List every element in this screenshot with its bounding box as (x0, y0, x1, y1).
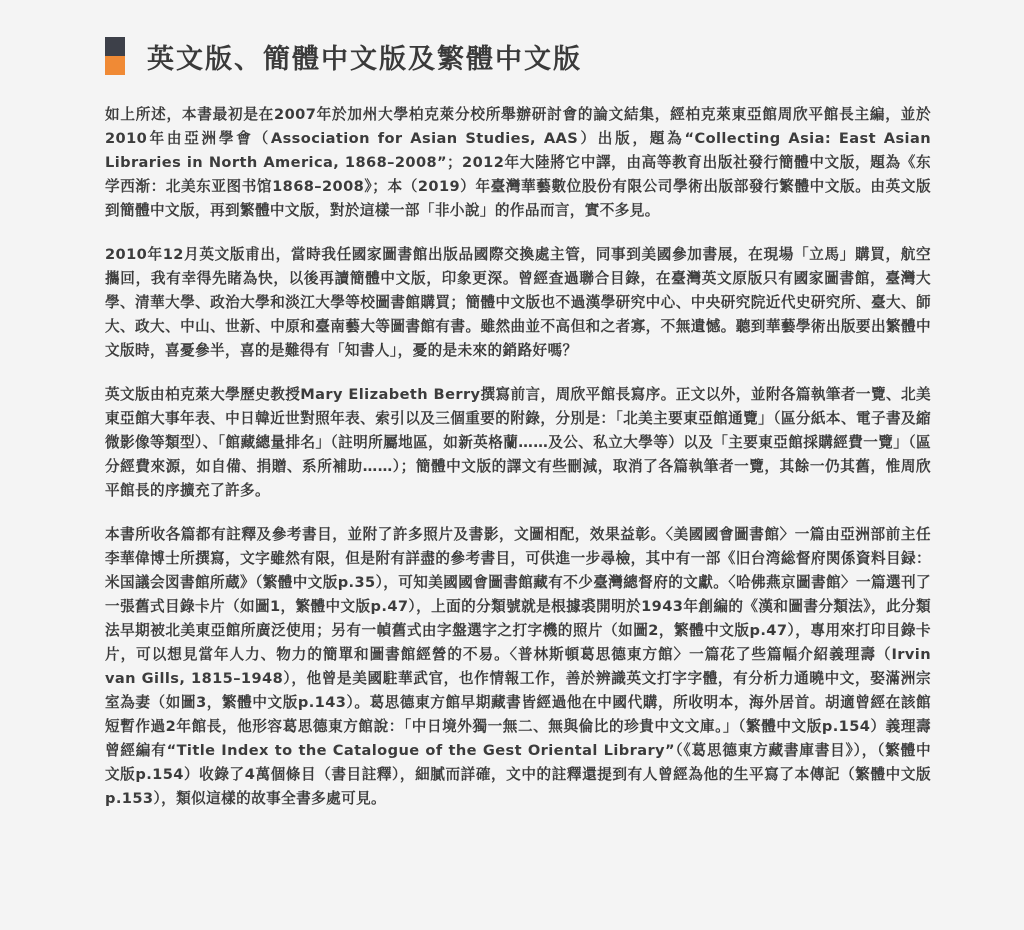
paragraph-1: 如上所述，本書最初是在2007年於加州大學柏克萊分校所舉辦研討會的論文結集，經柏克萊東亞館周欣平館長主編，並於2010年由亞洲學會（Association for Asian Studies, AAS）出版，題為“Collecting Asia: East Asian Libraries in North America, 1868–2008”；2012年大陸將它中譯，由高等教育出版社發行簡體中文版，題為《东学西渐：北美东亚图书馆1868–2008》；本（2019）年臺灣華藝數位股份有限公司學術出版部發行繁體中文版。由英文版到簡體中文版，再到繁體中文版，對於這樣一部「非小說」的作品而言，實不多見。 (105, 106, 931, 219)
section-heading (105, 36, 582, 76)
paragraph-4: 本書所收各篇都有註釋及參考書目，並附了許多照片及書影，文圖相配，效果益彰。〈美國國會圖書館〉一篇由亞洲部前主任李華偉博士所撰寫，文字雖然有限，但是附有詳盡的參考書目，可供進一步尋檢，其中有一部《旧台湾総督府関係資料目録：米国議会図書館所蔵》（繁體中文版p.35），可知美國國會圖書館藏有不少臺灣總督府的文獻。〈哈佛燕京圖書館〉一篇選刊了一張舊式目錄卡片（如圖1，繁體中文版p.47），上面的分類號就是根據裘開明於1943年創編的《漢和圖書分類法》，此分類法早期被北美東亞館所廣泛使用；另有一幀舊式由字盤選字之打字機的照片（如圖2，繁體中文版p.47），專用來打印目錄卡片，可以想見當年人力、物力的簡單和圖書館經營的不易。〈普林斯頓葛思德東方館〉一篇花了些篇幅介紹義理壽（Irvin van Gills, 1815–1948），他曾是美國駐華武官，也作情報工作，善於辨識英文打字字體，有分析力通曉中文，娶滿洲宗室為妻（如圖3，繁體中文版p.143）。葛思德東方館早期藏書皆經過他在中國代購，所收明本，海外居首。胡適曾經在該館短暫作過2年館長，他形容葛思德東方館說：「中日境外獨一無二、無與倫比的珍貴中文文庫。」（繁體中文版p.154）義理壽曾經編有“Title Index to the Catalogue of the Gest Oriental Library”（《葛思德東方藏書庫書目》），（繁體中文版p.154）收錄了4萬個條目（書目註釋），細膩而詳確，文中的註釋還提到有人曾經為他的生平寫了本傳記（繁體中文版p.153），類似這樣的故事全書多處可見。 (105, 526, 931, 807)
article-body (105, 103, 931, 831)
paragraph-3: 英文版由柏克萊大學歷史教授Mary Elizabeth Berry撰寫前言，周欣平館長寫序。正文以外，並附各篇執筆者一覽、北美東亞館大事年表、中日韓近世對照年表、索引以及三個重要的附錄，分別是：「北美主要東亞館通覽」（區分紙本、電子書及縮微影像等類型）、「館藏總量排名」（註明所屬地區，如新英格蘭……及公、私立大學等）以及「主要東亞館採購經費一覽」（區分經費來源，如自備、捐贈、系所補助……）；簡體中文版的譯文有些刪減，取消了各篇執筆者一覽，其餘一仍其舊，惟周欣平館長的序擴充了許多。 (105, 386, 931, 499)
paragraph-2: 2010年12月英文版甫出，當時我任國家圖書館出版品國際交換處主管，同事到美國參加書展，在現場「立馬」購買，航空攜回，我有幸得先睹為快，以後再讀簡體中文版，印象更深。曾經查過聯合目錄，在臺灣英文原版只有國家圖書館，臺灣大學、清華大學、政治大學和淡江大學等校圖書館購買；簡體中文版也不過漢學研究中心、中央研究院近代史研究所、臺大、師大、政大、中山、世新、中原和臺南藝大等圖書館有書。雖然曲並不高但和之者寡，不無遺憾。聽到華藝學術出版要出繁體中文版時，喜憂參半，喜的是難得有「知書人」，憂的是未來的銷路好嗎？ (105, 246, 931, 359)
section-title: 英文版、簡體中文版及繁體中文版 (147, 43, 582, 75)
heading-color-block-icon (105, 37, 125, 75)
